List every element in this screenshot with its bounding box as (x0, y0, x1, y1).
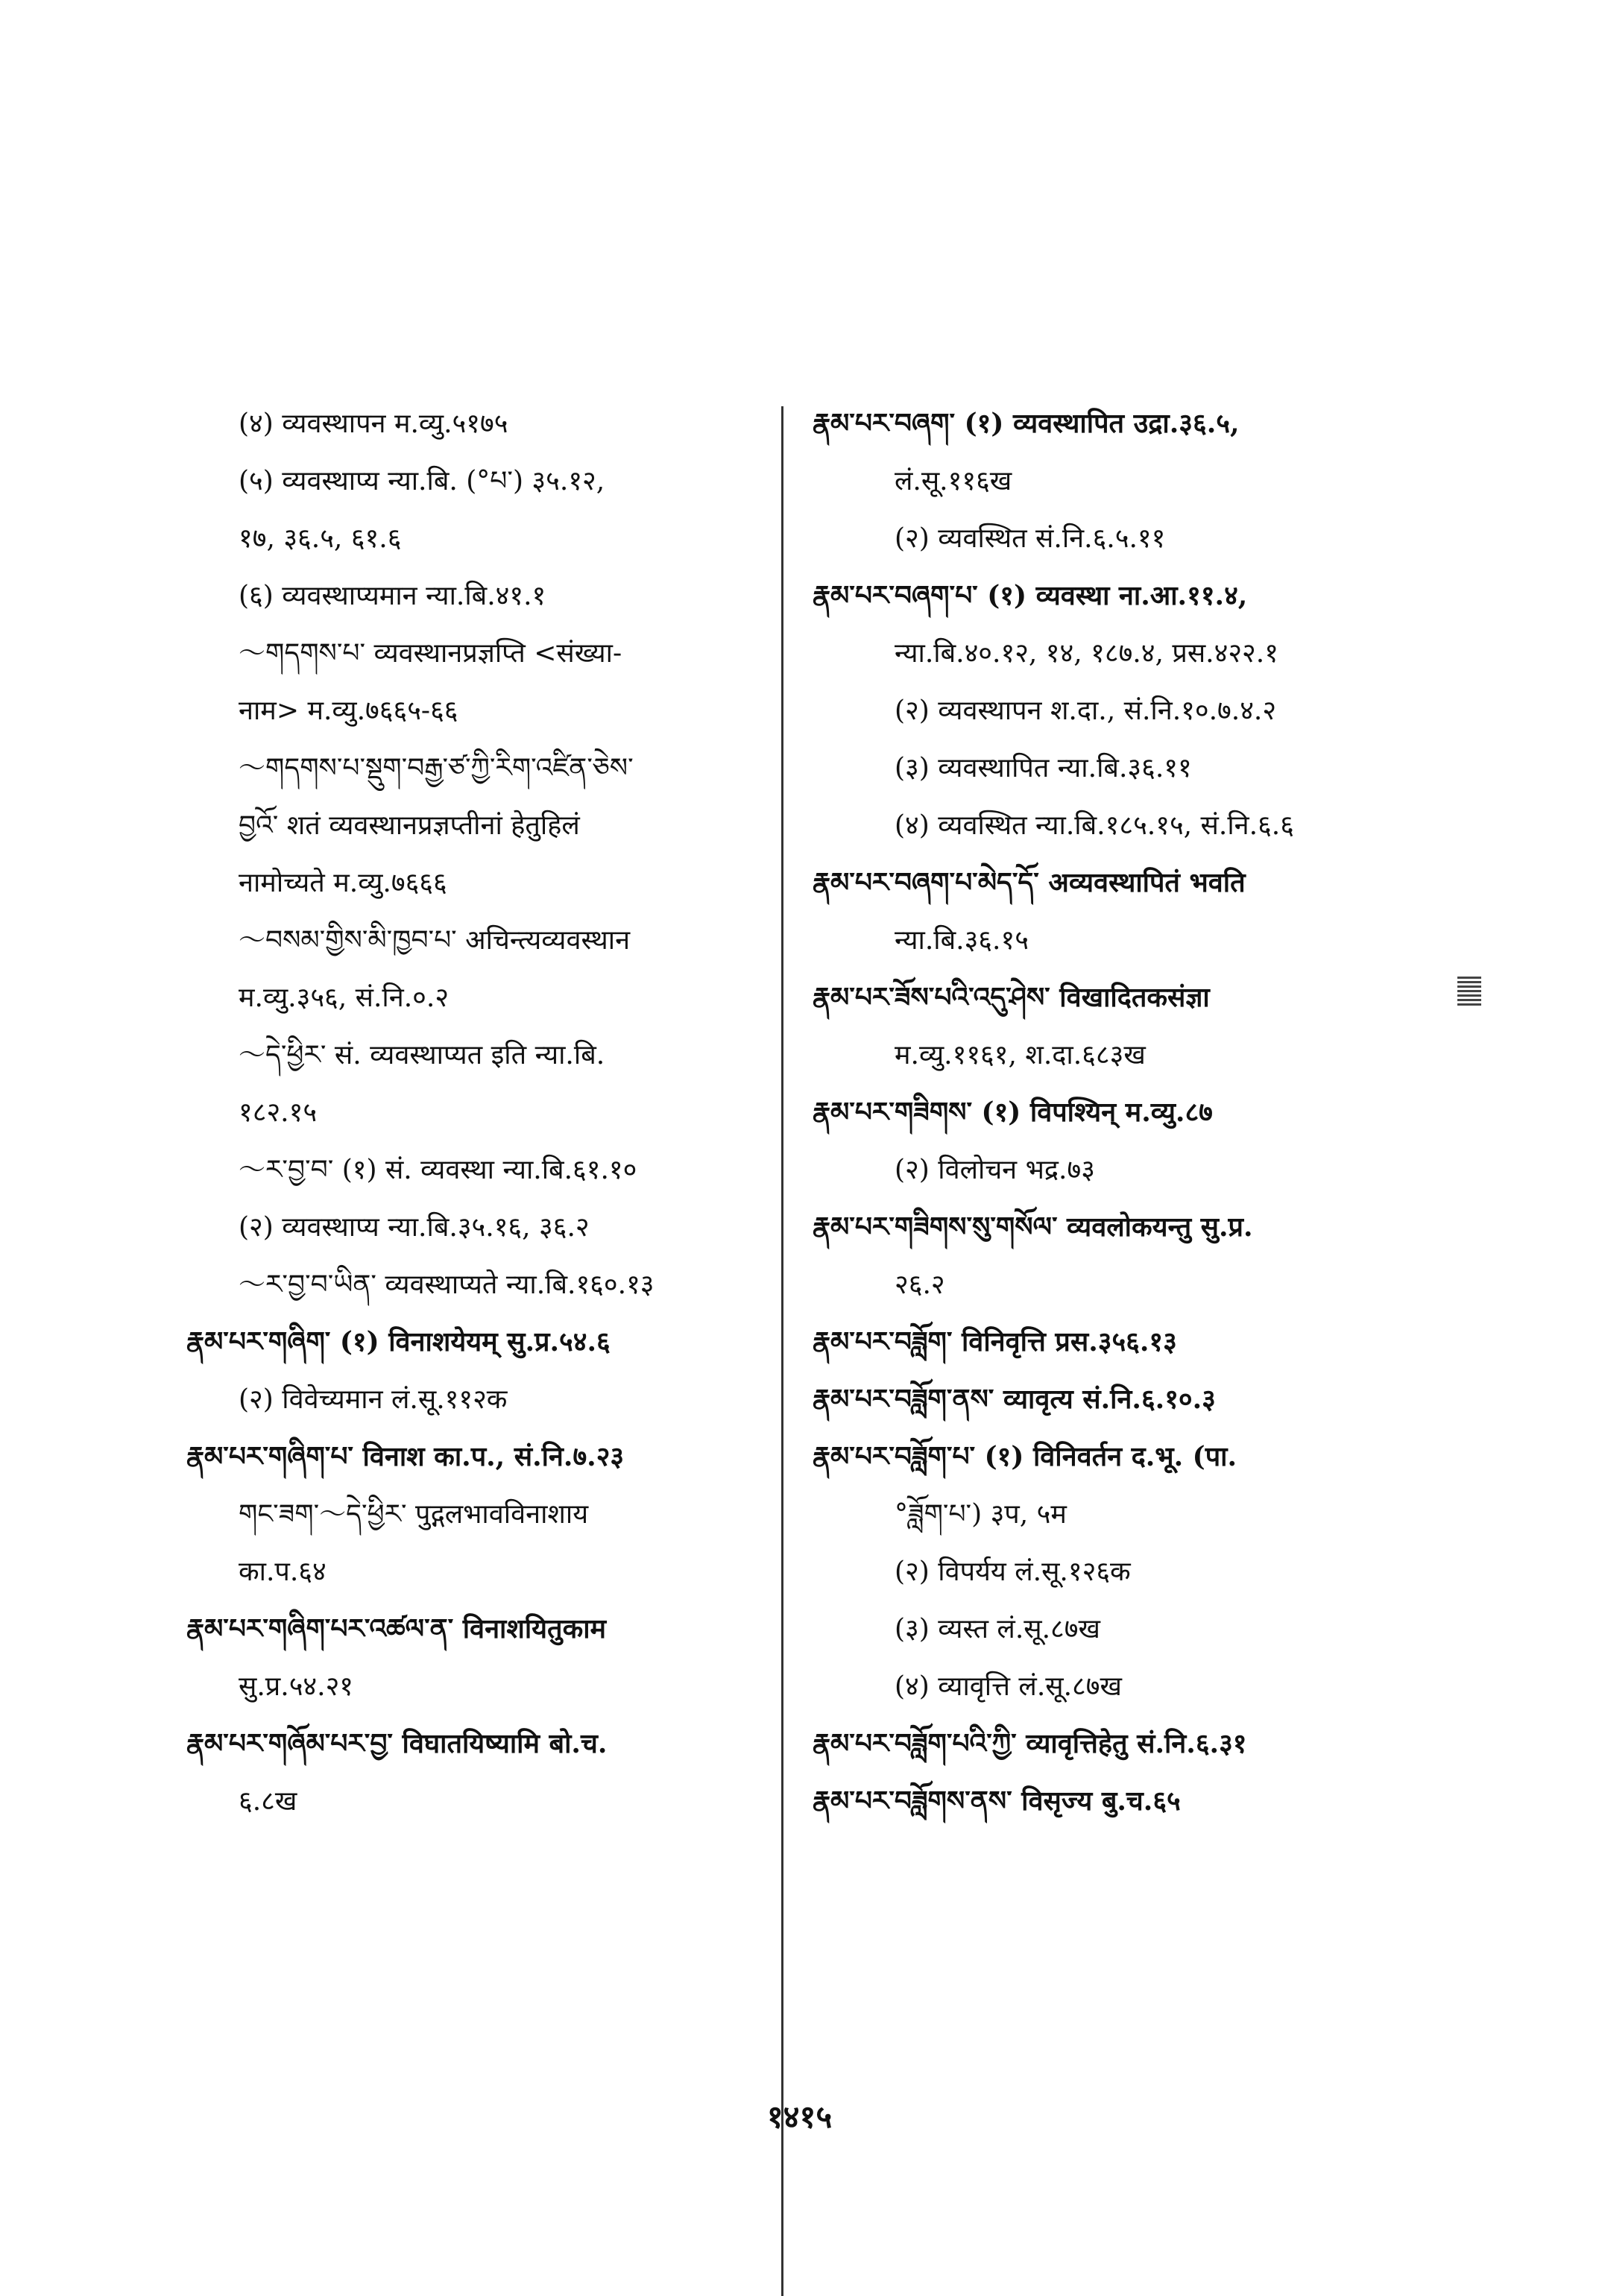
entry-line: नाम> म.व्यु.७६६५-६६ (239, 696, 458, 726)
entry-headword-line: རྣམ་པར་གཞིག་པར་འཚལ་ན་ विनाशयितुकाम (186, 1613, 607, 1644)
entry-headword-line: རྣམ་པར་བཟློག་ विनिवृत्ति प्रस.३५६.१३ (813, 1326, 1177, 1357)
entry-headword-line: རྣམ་པར་བཟློགས་ནས་ विसृज्य बु.च.६५ (813, 1785, 1181, 1817)
entry-line: नामोच्यते म.व्यु.७६६६ (239, 868, 447, 898)
entry-line: ～ར་བྱ་བ་ (१) सं. व्यवस्था न्या.बि.६१.१० (239, 1155, 637, 1185)
margin-mark (1457, 977, 1481, 1008)
entry-line: བྱའོ་ शतं व्यवस्थानप्रज्ञप्तीनां हेतुहिलं (239, 810, 580, 841)
entry-headword-line: རྣམ་པར་བཞག་ (१) व्यवस्थापित उद्रा.३६.५, (813, 408, 1240, 439)
entry-line: (४) व्यवस्थित न्या.बि.१८५.१५, सं.नि.६.६ (895, 810, 1294, 841)
entry-headword-line: རྣམ་པར་གཟིགས་ (१) विपश्यिन् म.व्यु.८७ (813, 1097, 1213, 1128)
entry-line: གང་ཟག་～དེ་ཕྱིར་ पुद्गलभावविनाशाय (239, 1499, 589, 1530)
entry-line: न्या.बि.३६.१५ (895, 925, 1029, 956)
entry-line: (२) व्यवस्थित सं.नि.६.५.११ (895, 523, 1166, 554)
entry-line: (२) विपर्यय लं.सू.१२६क (895, 1557, 1131, 1587)
entry-line: (३) व्यस्त लं.सू.८७ख (895, 1614, 1100, 1644)
entry-line: (२) व्यवस्थाप्य न्या.बि.३५.१६, ३६.२ (239, 1212, 590, 1243)
entry-headword-line: རྣམ་པར་བཟློག་ནས་ व्यावृत्य सं.नि.६.१०.३ (813, 1384, 1216, 1415)
entry-line: ～དེ་ཕྱིར་ सं. व्यवस्थाप्यत इति न्या.बि. (239, 1040, 605, 1070)
entry-headword-line: རྣམ་པར་བཟློག་པ་ (१) विनिवर्तन द.भू. (पा. (813, 1441, 1237, 1472)
entry-headword-line: རྣམ་པར་ཟོས་པའི་འདུ་ཤེས་ विखादितकसंज्ञा (813, 982, 1210, 1013)
entry-headword-line: རྣམ་པར་གཞིག་པ་ विनाश का.प., सं.नि.७.२३ (186, 1441, 625, 1472)
entry-line: (२) विवेच्यमान लं.सू.११२क (239, 1384, 508, 1415)
entry-line: १७, ३६.५, ६१.६ (239, 523, 402, 554)
entry-line: (२) विलोचन भद्र.७३ (895, 1155, 1095, 1185)
entry-line: २६.२ (895, 1270, 945, 1300)
entry-headword-line: རྣམ་པར་གཞོམ་པར་བྱ་ विघातयिष्यामि बो.च. (186, 1728, 608, 1759)
entry-line: १८२.१५ (239, 1097, 318, 1128)
entry-headword-line: རྣམ་པར་བཞག་པ་མེད་དོ་ अव्यवस्थापितं भवति (813, 867, 1246, 898)
entry-line: म.व्यु.३५६, सं.नि.०.२ (239, 983, 450, 1013)
entry-line: (६) व्यवस्थाप्यमान न्या.बि.४१.१ (239, 581, 546, 611)
entry-line: (४) व्यावृत्ति लं.सू.८७ख (895, 1671, 1122, 1702)
entry-line: का.प.६४ (239, 1557, 327, 1587)
entry-line: °ཟློག་པ་) ३प, ५म (895, 1499, 1067, 1530)
entry-line: न्या.बि.४०.१२, १४, १८७.४, प्रस.४२२.१ (895, 638, 1278, 669)
entry-headword-line: རྣམ་པར་བཞག་པ་ (१) व्यवस्था ना.आ.११.४, (813, 580, 1248, 611)
entry-line: ～གདགས་པ་ व्यवस्थानप्रज्ञप्ति <संख्या- (239, 638, 622, 669)
page-number: १४१५ (766, 2098, 833, 2135)
right-column (813, 395, 1431, 1830)
column-divider (781, 406, 783, 2296)
entry-line: ～གདགས་པ་སྡུག་བརྒྱ་ཙ་ཀྱི་རིག་འཛིན་ཅེས་ (239, 753, 634, 783)
entry-line: (४) व्यवस्थापन म.व्यु.५१७५ (239, 409, 508, 439)
entry-line: ～བསམ་གྱིས་མི་ཁྱབ་པ་ अचिन्त्यव्यवस्थान (239, 925, 631, 956)
entry-headword-line: རྣམ་པར་གཟིགས་སུ་གསོལ་ व्यवलोकयन्तु सु.प्र. (813, 1211, 1253, 1243)
entry-line: लं.सू.११६ख (895, 466, 1012, 496)
entry-line: सु.प्र.५४.२१ (239, 1671, 354, 1702)
entry-line: म.व्यु.११६१, श.दा.६८३ख (895, 1040, 1146, 1070)
entry-headword-line: རྣམ་པར་གཞིག་ (१) विनाशयेयम् सु.प्र.५४.६ (186, 1326, 611, 1357)
entry-line: (३) व्यवस्थापित न्या.बि.३६.११ (895, 753, 1192, 783)
left-column (186, 395, 783, 1830)
entry-line: (५) व्यवस्थाप्य न्या.बि. (°པ་) ३५.१२, (239, 466, 605, 496)
entry-line: ～ར་བྱ་བ་ཡིན་ व्यवस्थाप्यते न्या.बि.१६०.१३ (239, 1270, 655, 1300)
entry-line: ६.८ख (239, 1786, 297, 1817)
entry-headword-line: རྣམ་པར་བཟློག་པའི་ཀྱི་ व्यावृत्तिहेतु सं.नि.६.३१ (813, 1728, 1247, 1759)
entry-line: (२) व्यवस्थापन श.दा., सं.नि.१०.७.४.२ (895, 696, 1277, 726)
